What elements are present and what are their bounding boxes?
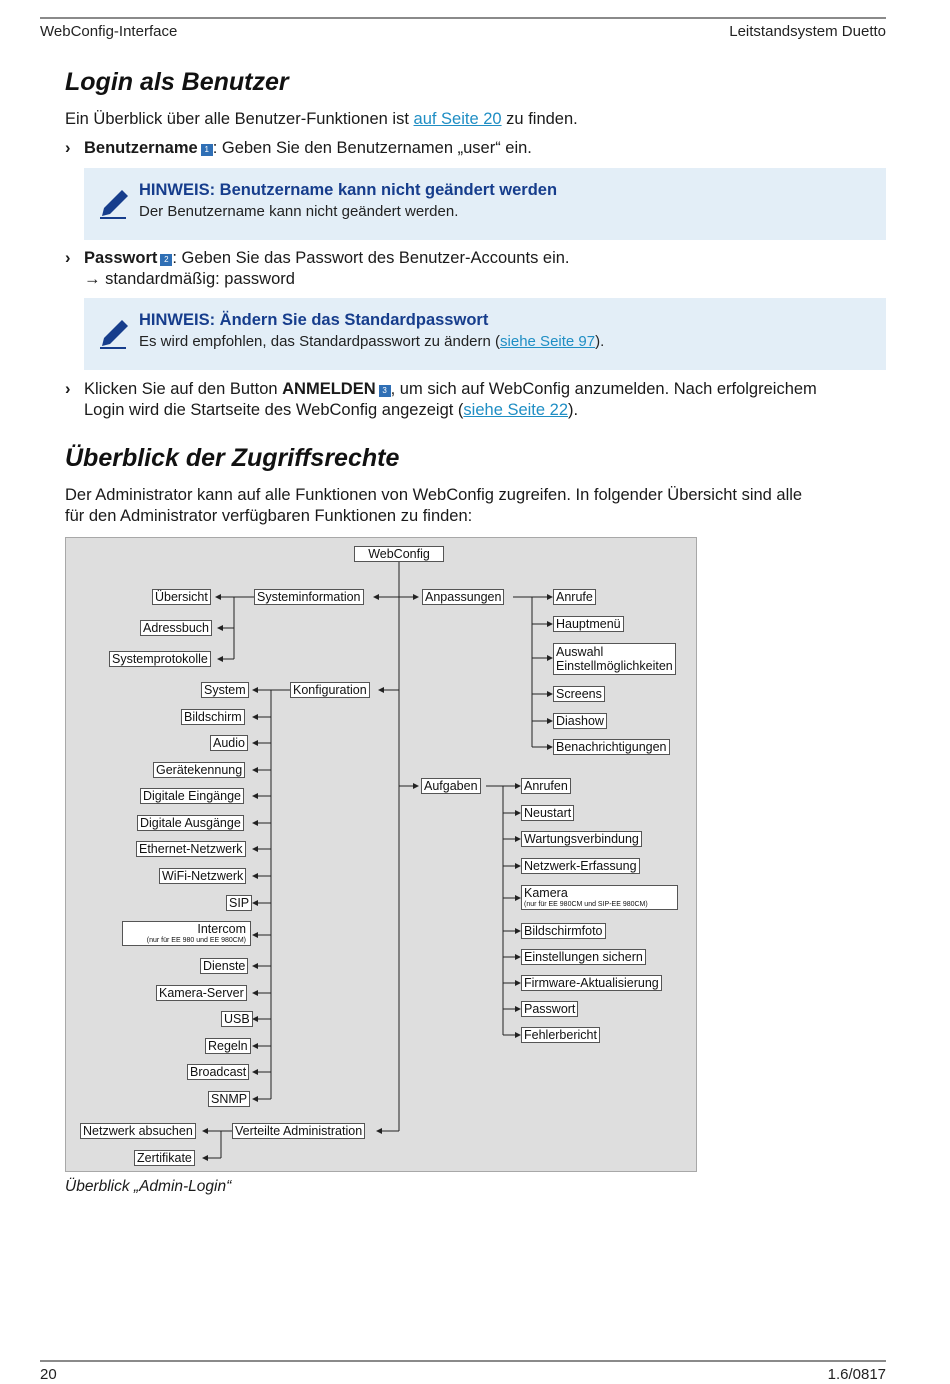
node-adressbuch: Adressbuch — [140, 620, 212, 636]
node-einstellungen-sichern: Einstellungen sichern — [521, 949, 646, 965]
footer-page-number: 20 — [40, 1366, 57, 1383]
node-systeminformation: Systeminformation — [254, 589, 364, 605]
node-system: System — [201, 682, 249, 698]
node-anpassungen: Anpassungen — [422, 589, 504, 605]
access-intro-paragraph: Der Administrator kann auf alle Funktionen von WebConfig zugreifen. In folgender Übersicht sind alle für den Administrator verfügbaren Funktionen zu finden: — [65, 486, 803, 525]
admin-login-diagram — [65, 537, 697, 1172]
note-title: HINWEIS: Ändern Sie das Standardpasswort — [139, 311, 489, 329]
node-auswahl-einstellmoeglichkeiten: Auswahl Einstellmöglichkeiten — [553, 643, 676, 675]
pencil-icon — [98, 186, 130, 220]
node-bildschirmfoto: Bildschirmfoto — [521, 923, 606, 939]
node-netzwerk-absuchen: Netzwerk absuchen — [80, 1123, 196, 1139]
node-wifi-netzwerk: WiFi-Netzwerk — [159, 868, 246, 884]
link-page-20[interactable]: auf Seite 20 — [413, 110, 502, 128]
header-right: Leitstandsystem Duetto — [729, 23, 886, 40]
intro-paragraph: Ein Überblick über alle Benutzer-Funktionen ist auf Seite 20 zu finden. — [65, 110, 578, 128]
node-passwort: Passwort — [521, 1001, 578, 1017]
footer-rule — [40, 1360, 886, 1362]
link-page-22[interactable]: siehe Seite 22 — [463, 401, 568, 419]
node-kamera-server: Kamera-Server — [156, 985, 247, 1001]
node-sip: SIP — [226, 895, 252, 911]
header-left: WebConfig-Interface — [40, 23, 178, 40]
diagram-caption: Überblick „Admin-Login“ — [65, 1178, 232, 1195]
pencil-icon — [98, 316, 130, 350]
node-aufgaben: Aufgaben — [421, 778, 481, 794]
node-regeln: Regeln — [205, 1038, 251, 1054]
note-body: Es wird empfohlen, das Standardpasswort zu ändern (siehe Seite 97). — [139, 333, 605, 350]
node-audio: Audio — [210, 735, 248, 751]
note-body: Der Benutzername kann nicht geändert werden. — [139, 203, 459, 220]
node-digitale-ausgaenge: Digitale Ausgänge — [137, 815, 244, 831]
node-usb: USB — [221, 1011, 253, 1027]
node-dienste: Dienste — [200, 958, 248, 974]
node-wartungsverbindung: Wartungsverbindung — [521, 831, 642, 847]
node-geraetekennung: Gerätekennung — [153, 762, 245, 778]
kamera-note: (nur für EE 980CM und SIP-EE 980CM) — [524, 901, 648, 908]
node-digitale-eingaenge: Digitale Eingänge — [140, 788, 244, 804]
node-kamera: Kamera (nur für EE 980CM und SIP-EE 980CM) — [521, 885, 678, 910]
chevron-right-icon: › — [65, 249, 71, 267]
node-intercom: Intercom (nur für EE 980 und EE 980CM) — [122, 921, 251, 946]
node-screens: Screens — [553, 686, 605, 702]
node-snmp: SNMP — [208, 1091, 250, 1107]
note-username — [84, 168, 886, 240]
node-netzwerk-erfassung: Netzwerk-Erfassung — [521, 858, 640, 874]
node-fehlerbericht: Fehlerbericht — [521, 1027, 600, 1043]
note-title: HINWEIS: Benutzername kann nicht geändert werden — [139, 181, 558, 199]
node-broadcast: Broadcast — [187, 1064, 249, 1080]
node-webconfig: WebConfig — [354, 546, 444, 562]
chevron-right-icon: › — [65, 380, 71, 398]
node-benachrichtigungen: Benachrichtigungen — [553, 739, 670, 755]
node-firmware-aktualisierung: Firmware-Aktualisierung — [521, 975, 662, 991]
footer-version: 1.6/0817 — [827, 1366, 886, 1383]
node-ethernet-netzwerk: Ethernet-Netzwerk — [136, 841, 246, 857]
node-neustart: Neustart — [521, 805, 574, 821]
link-page-97[interactable]: siehe Seite 97 — [500, 333, 596, 350]
header-rule — [40, 17, 886, 19]
section-title-login: Login als Benutzer — [65, 68, 289, 96]
node-uebersicht: Übersicht — [152, 589, 211, 605]
chevron-right-icon: › — [65, 139, 71, 157]
section-title-access-rights: Überblick der Zugriffsrechte — [65, 444, 400, 472]
node-diashow: Diashow — [553, 713, 607, 729]
intercom-note: (nur für EE 980 und EE 980CM) — [146, 937, 246, 944]
step-number-badge: 2 — [160, 254, 172, 266]
node-anrufen: Anrufen — [521, 778, 571, 794]
node-hauptmenue: Hauptmenü — [553, 616, 624, 632]
step-number-badge: 3 — [379, 385, 391, 397]
note-password — [84, 298, 886, 370]
node-bildschirm: Bildschirm — [181, 709, 245, 725]
node-verteilte-administration: Verteilte Administration — [232, 1123, 365, 1139]
node-systemprotokolle: Systemprotokolle — [109, 651, 211, 667]
step-number-badge: 1 — [201, 144, 213, 156]
node-konfiguration: Konfiguration — [290, 682, 370, 698]
node-anrufe: Anrufe — [553, 589, 596, 605]
node-zertifikate: Zertifikate — [134, 1150, 195, 1166]
